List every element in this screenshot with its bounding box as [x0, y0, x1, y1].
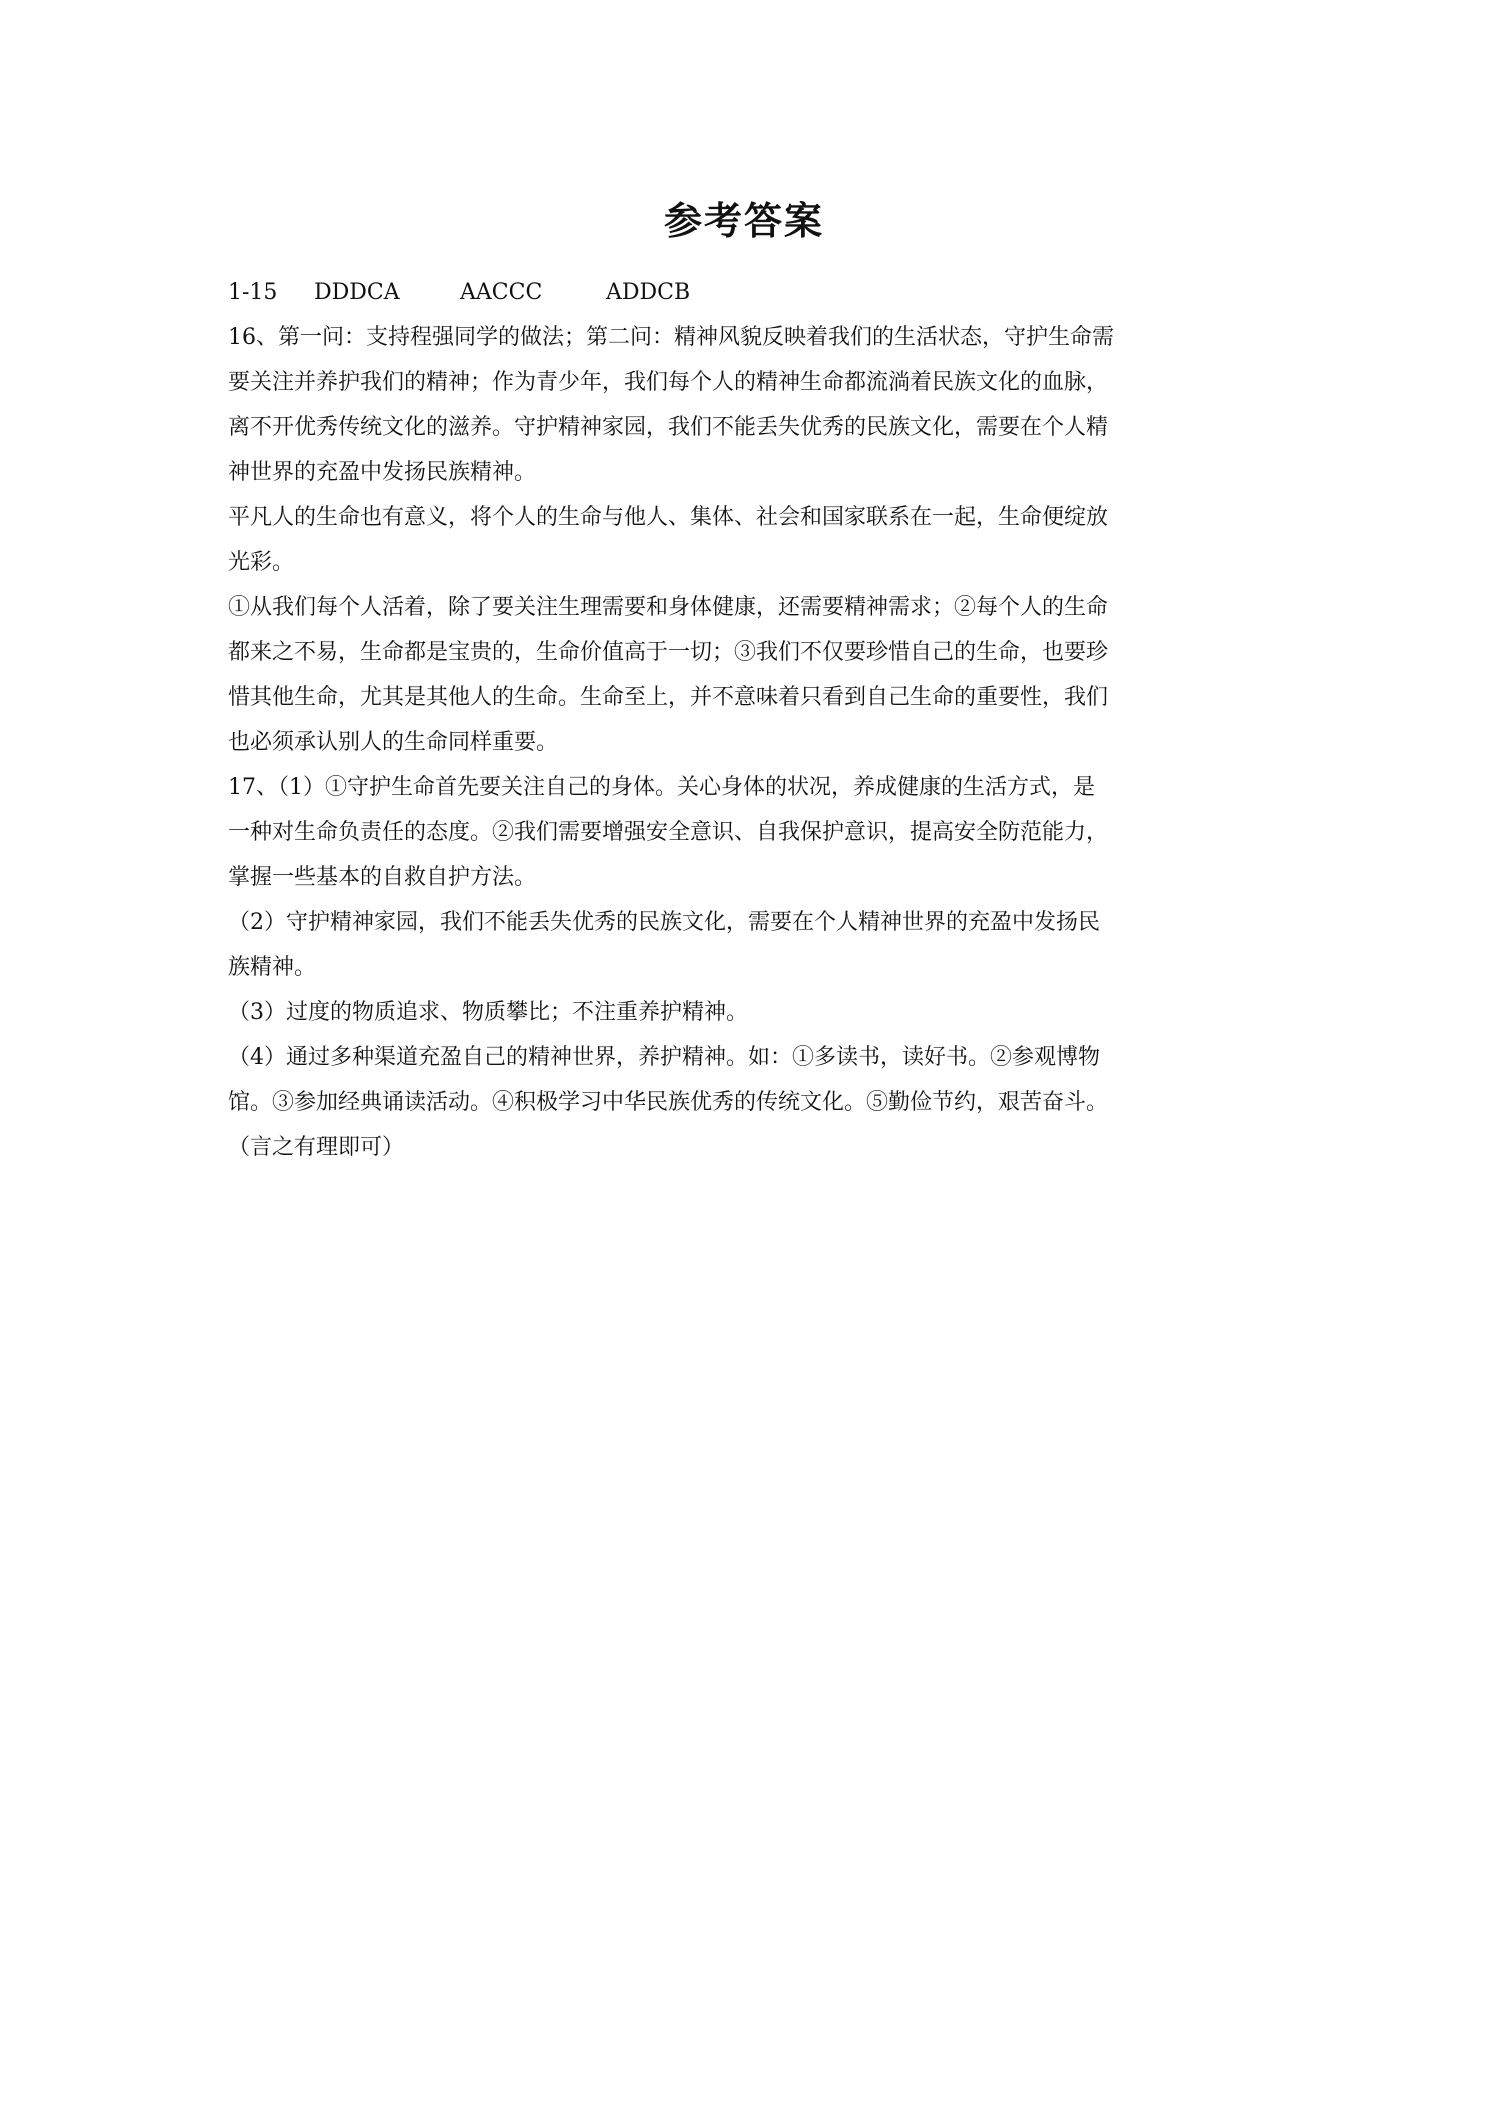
text-line: 17、（1）①守护生命首先要关注自己的身体。关心身体的状况，养成健康的生活方式，是 — [228, 775, 1095, 800]
text-line: 惜其他生命，尤其是其他人的生命。生命至上，并不意味着只看到自己生命的重要性，我们 — [228, 685, 1109, 710]
text-line: 光彩。 — [228, 550, 295, 575]
text-line: （4）通过多种渠道充盈自己的精神世界，养护精神。如：①多读书，读好书。②参观博物 — [228, 1045, 1101, 1070]
text-line: 掌握一些基本的自救自护方法。 — [228, 865, 537, 890]
text-line: 也必须承认别人的生命同样重要。 — [228, 730, 559, 755]
text-line: （3）过度的物质追求、物质攀比；不注重养护精神。 — [228, 1000, 748, 1025]
mc-range: 1-15 — [228, 280, 278, 305]
text-line: 馆。③参加经典诵读活动。④积极学习中华民族优秀的传统文化。⑤勤俭节约，艰苦奋斗。 — [228, 1090, 1109, 1115]
answer-content — [228, 270, 1268, 1170]
text-line: 神世界的充盈中发扬民族精神。 — [228, 460, 537, 485]
text-line: 离不开优秀传统文化的滋养。守护精神家园，我们不能丢失优秀的民族文化，需要在个人精 — [228, 415, 1109, 440]
multiple-choice-answers — [228, 270, 1268, 315]
text-line: 平凡人的生命也有意义，将个人的生命与他人、集体、社会和国家联系在一起，生命便绽放 — [228, 505, 1109, 530]
text-line: 要关注并养护我们的精神；作为青少年，我们每个人的精神生命都流淌着民族文化的血脉， — [228, 370, 1109, 395]
text-line: （言之有理即可） — [228, 1135, 405, 1160]
text-line: 都来之不易，生命都是宝贵的，生命价值高于一切；③我们不仅要珍惜自己的生命，也要珍 — [228, 640, 1109, 665]
page-title: 参考答案 — [663, 199, 824, 243]
text-line: 一种对生命负责任的态度。②我们需要增强安全意识、自我保护意识，提高安全防范能力， — [228, 820, 1109, 845]
mc-group-1: DDDCA — [314, 280, 400, 305]
text-line: 16、第一问：支持程强同学的做法；第二问：精神风貌反映着我们的生活状态，守护生命需 — [228, 325, 1114, 350]
text-line: （2）守护精神家园，我们不能丢失优秀的民族文化，需要在个人精神世界的充盈中发扬民 — [228, 910, 1101, 935]
mc-group-2: AACCC — [460, 280, 543, 305]
text-line: ①从我们每个人活着，除了要关注生理需要和身体健康，还需要精神需求；②每个人的生命 — [228, 595, 1109, 620]
text-line: 族精神。 — [228, 955, 317, 980]
mc-group-3: ADDCB — [606, 280, 691, 305]
